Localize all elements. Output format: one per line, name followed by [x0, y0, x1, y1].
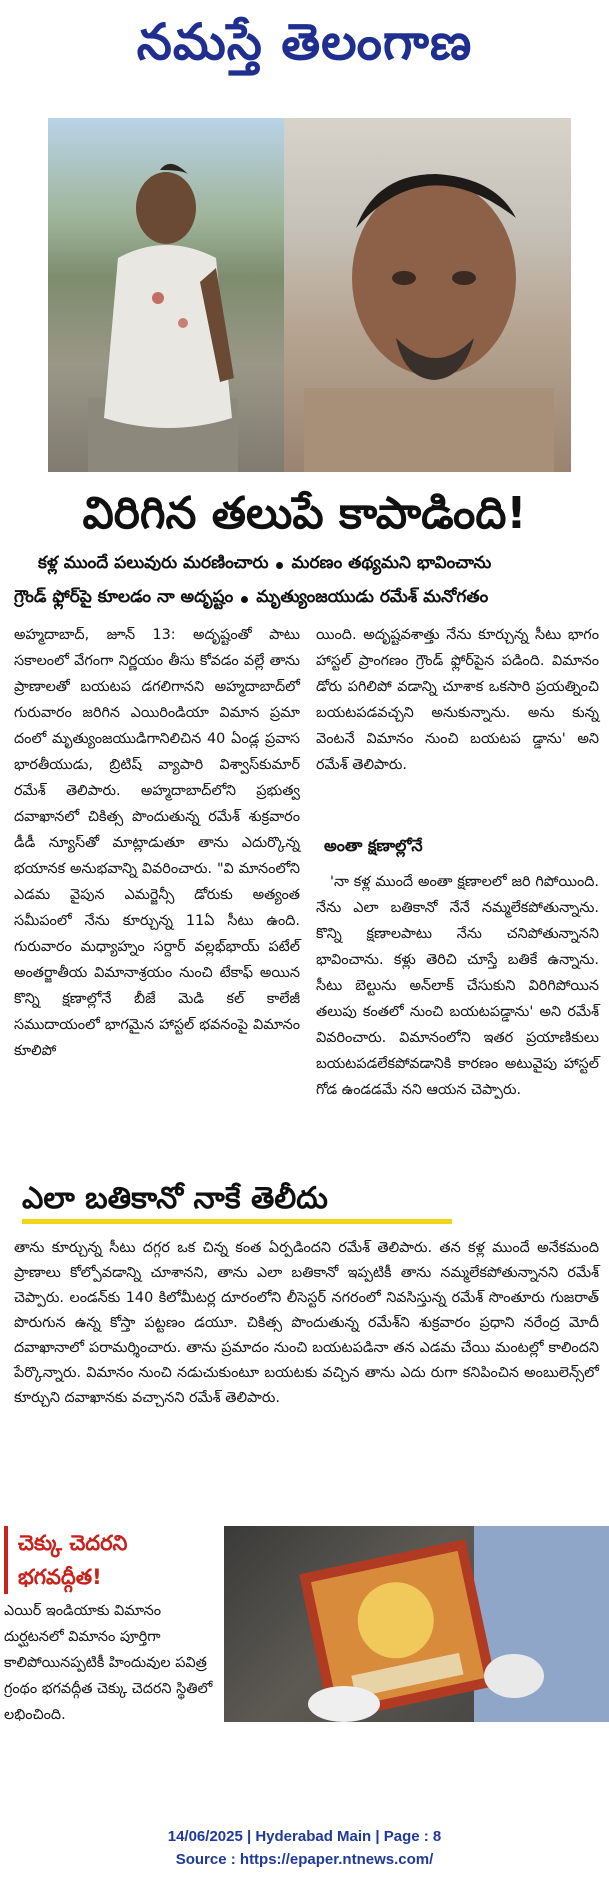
- person-portrait-icon: [304, 138, 554, 472]
- injured-man-hospital-bed-photo: [284, 118, 571, 472]
- newspaper-title: నమస్తే తెలంగాణ: [136, 11, 473, 71]
- page-footer: [0, 1825, 609, 1871]
- subheading-text: కళ్ల ముందే పలువురు మరణించారు: [38, 553, 269, 573]
- bhagavad-gita-book-photo: [224, 1526, 609, 1722]
- gita-sidebar-body: ఎయిర్ ఇండియాకు విమానం దుర్ఘటనలో విమానం పూర్తిగా కాలిపోయినప్పటికీ హిందువుల పవిత్ర గ్రంథం భగవద్గీత చెక్కు చెదరని స్థితిలో లభించింది.: [4, 1603, 213, 1723]
- subheading-row-2: [14, 587, 599, 611]
- gita-sidebar-text: [4, 1526, 220, 1728]
- article-paragraph: 'నా కళ్ల ముందే అంతా క్షణాలలో జరి గిపోయింది. నేను ఎలా బతికానో నేనే నమ్మలేకపోతున్నాను. కొన్ని క్షణాలపాటు నేను చనిపోతున్నానని భావించాను. కళ్లు తెరిచి చూస్తే బతికే ఉన్నాను. సీటు బెల్టును అన్‌లాక్ చేసుకుని విరిగిపోయిన తలుపు కంతలో నుంచి బయటపడ్డాను' అని రమేశ్ వివరించారు. విమానంలోని ఇతర ప్రయాణికులు బయటపడలేకపోవడానికి కారణం అటువైపు హాస్టల్ గోడ ఉండడమే నని ఆయన చెప్పారు.: [316, 874, 599, 1098]
- article-left-column: అహ్మదాబాద్, జూన్ 13: అదృష్టంతో పాటు సకాలంలో వేగంగా నిర్ణయం తీసు కోవడం వల్లే తాను ప్రాణాలతో బయటప డగలిగానని అహ్మదాబాద్‌లో గురువారం జరిగిన ఎయిరిండియా విమాన ప్రమా దంలో మృత్యుంజయుడిగానిలిచిన 40 ఏండ్ల ప్రవాస భారతీయుడు, బ్రిటిష్ వ్యాపారి విశ్వాస్‌కుమార్ రమేశ్ తెలిపారు. అహ్మదాబాద్‌లోని ప్రభుత్వ దవాఖానలో చికిత్స పొందుతున్న రమేశ్ శుక్రవారం డీడీ న్యూస్‌తో మాట్లాడుతూ తాను ఎదుర్కొన్న భయానక అనుభవాన్ని వివరించారు. "వి మానంలోని ఎడమ వైపున ఎమర్జెన్సీ డోరుకు అత్యంత సమీపంలో నేను కూర్చున్న 11ఏ సీటు ఉంది. గురువారం మధ్యాహ్నం సర్దార్ వల్లభ్‌భాయ్ పటేల్ అంతర్జాతీయ విమానాశ్రయం నుంచి టేకాఫ్ అయిన కొన్ని క్షణాల్లోనే బీజే మెడి కల్ కాలేజీ సముదాయంలో భాగమైన హాస్టల్ భవనంపై విమానం కూలిపో: [14, 627, 300, 1059]
- article-right-column-bottom: [316, 869, 599, 1103]
- bullet-icon: [241, 596, 248, 603]
- gita-sidebar-heading: [4, 1526, 220, 1594]
- section-heading: ఎలా బతికానో నాకే తెలీదు: [22, 1181, 328, 1216]
- book-in-hand-icon: [224, 1526, 609, 1722]
- subheading-text: గ్రౌండ్ ఫ్లోర్‌పై కూలడం నా అదృష్టం: [14, 587, 234, 607]
- article-right-column-top: యింది. అదృష్టవశాత్తు నేను కూర్చున్న సీటు భాగం హాస్టల్ ప్రాంగణం గ్రౌండ్ ఫ్లోర్‌పైన పడింది. విమానం డోరు పగిలిపో వడాన్ని చూశాక ఒకసారి ప్రయత్నించి బయటపడవచ్చని అనుకున్నాను. అను కున్న వెంటనే విమానం నుంచి బయటప డ్డాను' అని రమేశ్ తెలిపారు.: [316, 627, 599, 773]
- gita-heading-line: చెక్కు చెదరని: [18, 1531, 128, 1555]
- main-headline: విరిగిన తలుపే కాపాడింది!: [82, 488, 527, 539]
- injured-man-walking-photo: [48, 118, 316, 472]
- bullet-icon: [276, 562, 283, 569]
- section-body: తాను కూర్చున్న సీటు దగ్గర ఒక చిన్న కంత ఏర్పడిందని రమేశ్ తెలిపారు. తన కళ్ల ముందే అనేకమంది ప్రాణాలు కోల్పోవడాన్ని చూశానని, తాను ఎలా బతికానో ఇప్పటికీ తాను నమ్మలేకపోతున్నానని రమేశ్ చెప్పారు. లండన్‌కు 140 కిలోమీటర్ల దూరంలోని లీసెస్టర్ నగరంలో నివసిస్తున్న రమేశ్ సొంతూరు గుజరాత్ పొరుగున ఉన్న కోస్తా పట్టణం డయూ. చికిత్స పొందుతున్న రమేశ్‌ని శుక్రవారం ప్రధాని నరేంద్ర మోదీ దవాఖానాలో పరామర్శించారు. తాను ప్రమాదం నుంచి బయటపడినా తన ఎడమ చేయి మంటల్లో కాలిందని పేర్కొన్నారు. విమానం నుంచి నడుచుకుంటూ బయటకు వచ్చిన తాను ఎదు రుగా కనిపించిన అంబులెన్స్‌లో కూర్చుని దవాఖానకు వచ్చానని రమేశ్ తెలిపారు.: [14, 1240, 599, 1406]
- heading-underline: [22, 1219, 452, 1224]
- person-silhouette-icon: [88, 148, 238, 472]
- article-subhead: అంతా క్షణాల్లోనే: [324, 836, 423, 855]
- footer-date-line: 14/06/2025 | Hyderabad Main | Page : 8: [167, 1828, 442, 1845]
- subheading-text: మరణం తథ్యమని భావించాను: [291, 553, 492, 573]
- masthead: [0, 0, 609, 95]
- subheading-row-1: [38, 553, 578, 577]
- footer-source-line: Source : https://epaper.ntnews.com/: [175, 1851, 434, 1868]
- subheading-text: మృత్యుంజయుడు రమేశ్ మనోగతం: [256, 587, 489, 607]
- gita-heading-line: భగవద్గీత!: [18, 1565, 102, 1589]
